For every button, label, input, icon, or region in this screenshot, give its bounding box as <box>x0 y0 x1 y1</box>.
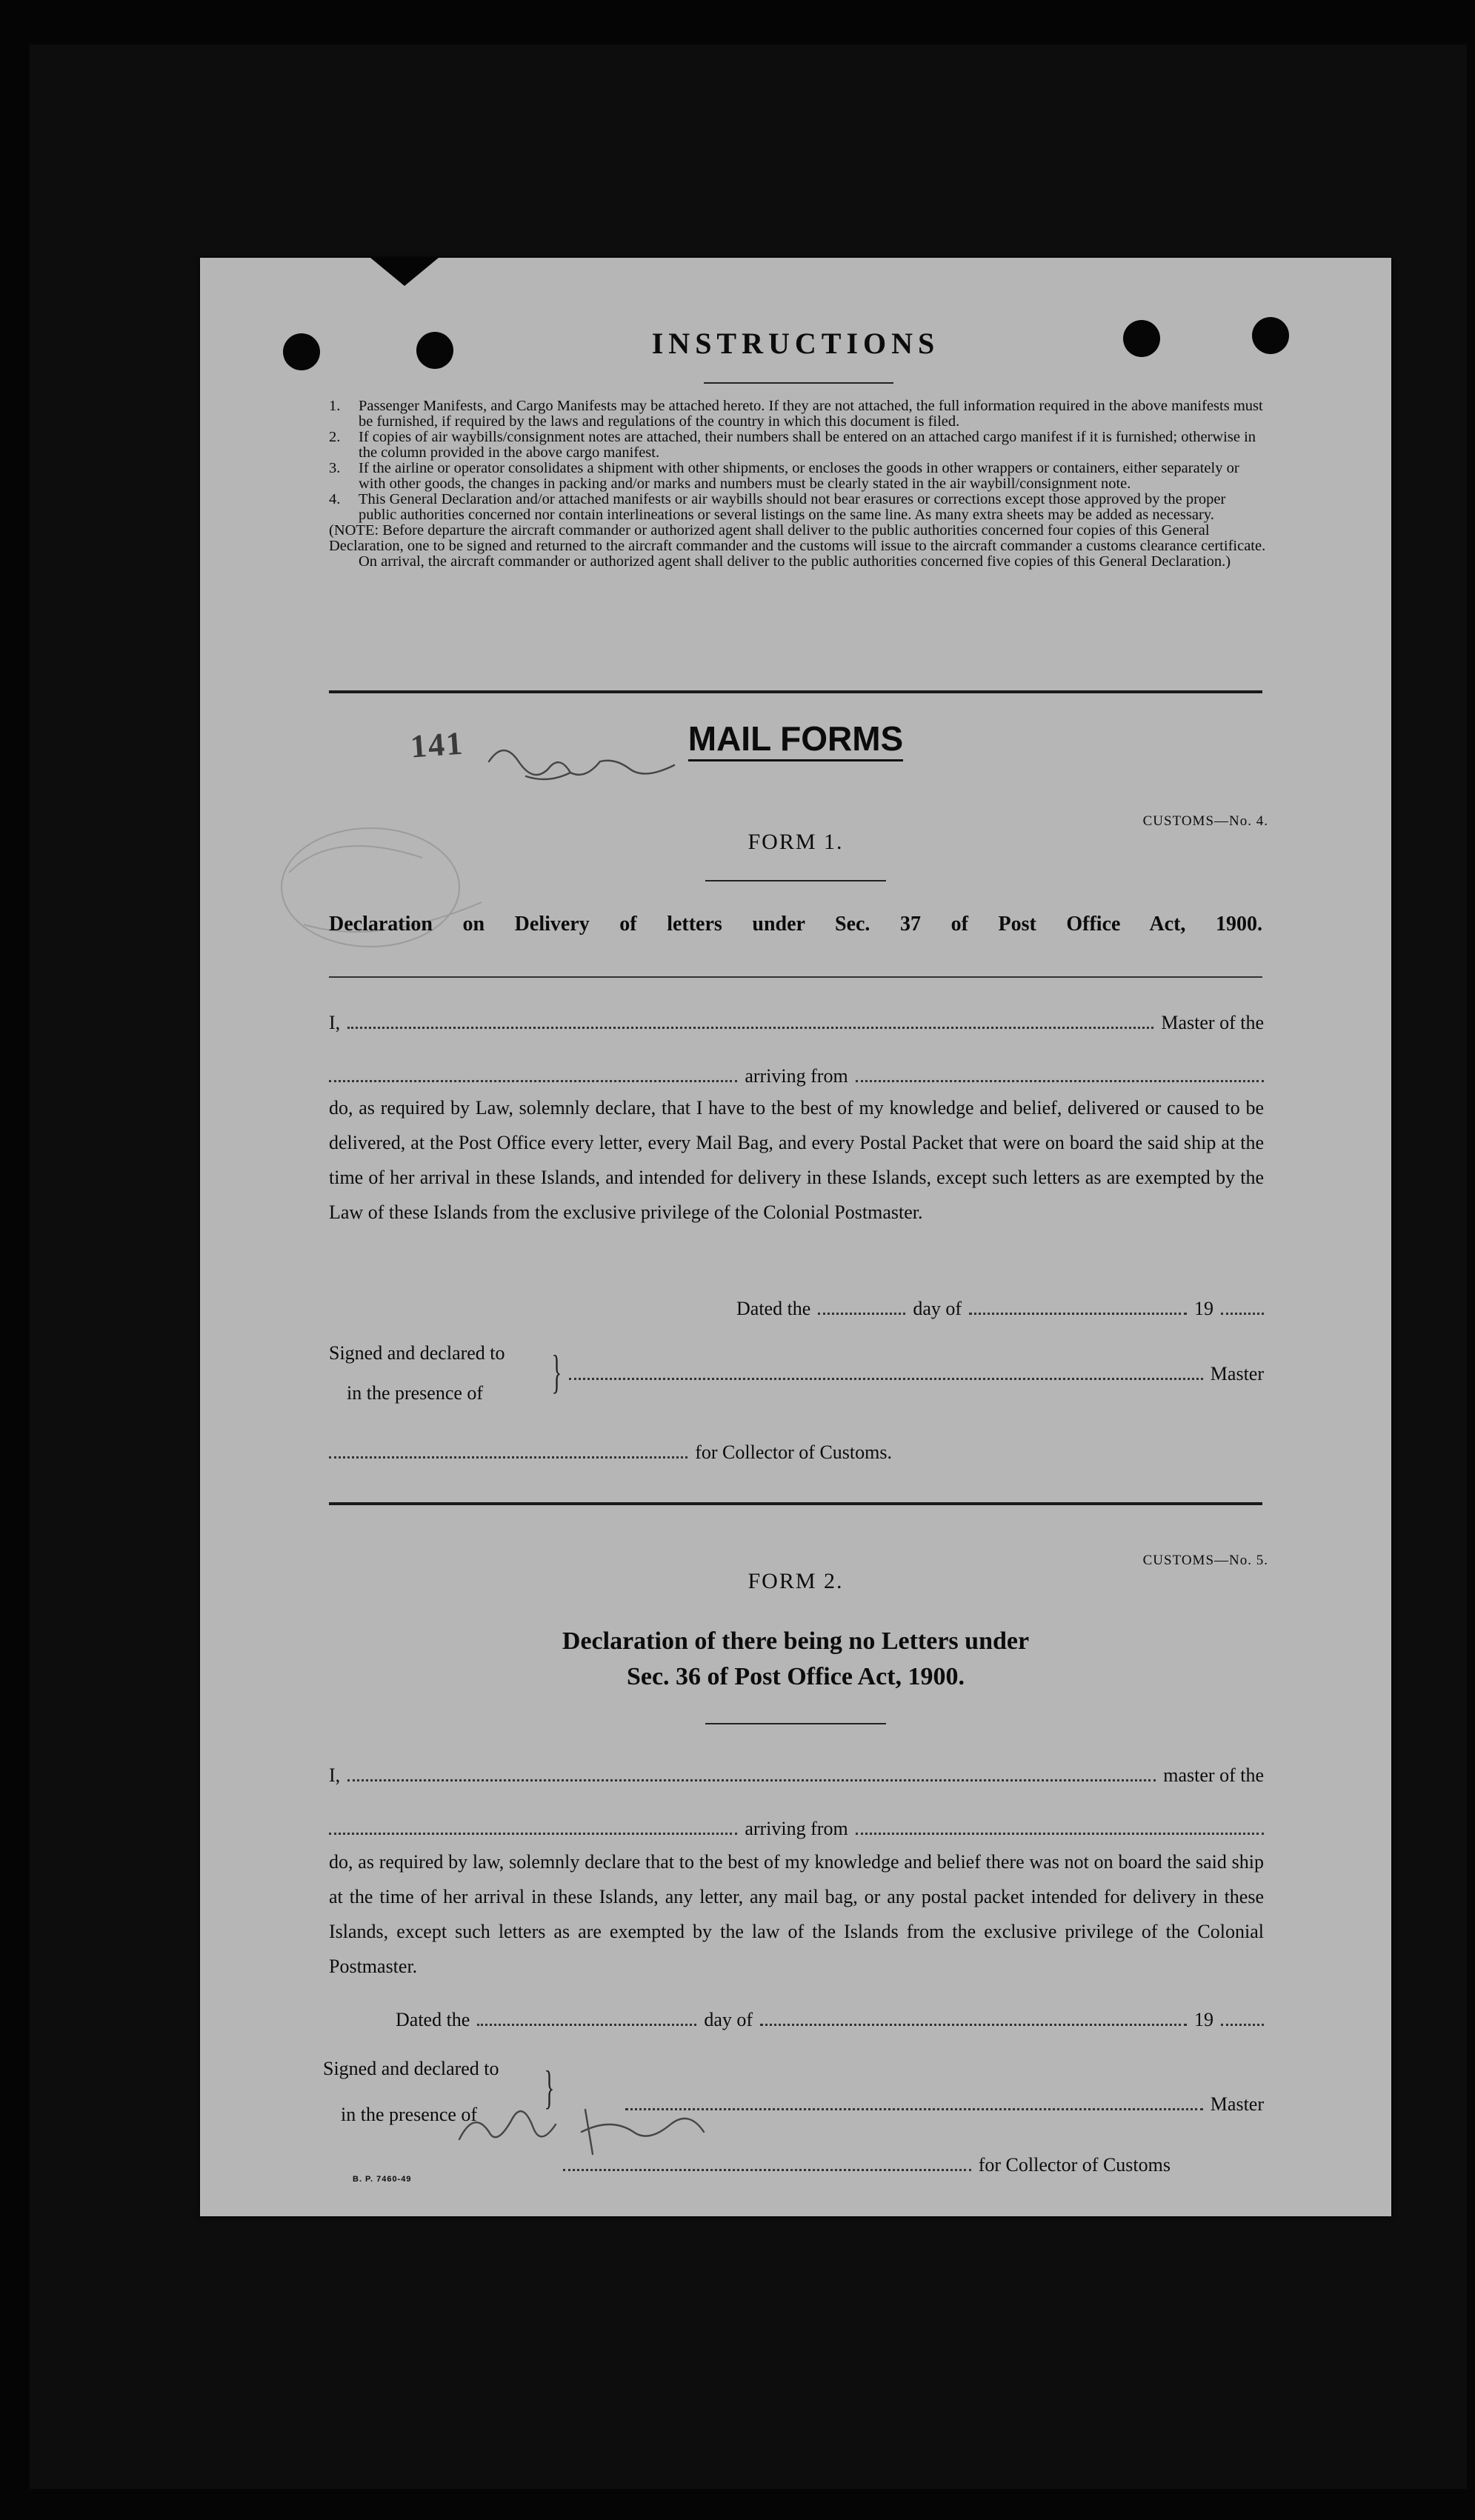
form2-ship-name-field[interactable] <box>329 1819 737 1835</box>
form2-master-label: Master <box>1210 2093 1264 2115</box>
form1-heading: Declaration on Delivery of letters under Sec. 37 of Post Office Act, 1900. <box>329 913 1262 936</box>
form2-date-month-field[interactable] <box>760 2010 1187 2026</box>
form2-date-day-field[interactable] <box>477 2010 696 2026</box>
form1-presence-label: in the presence of <box>347 1382 484 1404</box>
form2-declaration-body: do, as required by law, solemnly declare that to the best of my knowledge and belief there was not on board the said ship at the time of her arrival in these Islands, any letter, any mail bag, or any postal packet intended for delivery in these Islands, except such letters as are exempted by the law of the Islands from the exclusive privilege of the Colonial Postmaster. <box>329 1851 1264 1977</box>
form1-i-label: I, <box>329 1012 341 1033</box>
form2-master-name-field[interactable] <box>347 1766 1156 1781</box>
note-arrival: On arrival, the aircraft commander or authorized agent shall deliver to the public authorities concerned five copies of this General Declaration.) <box>359 553 1231 570</box>
torn-corner <box>370 258 439 286</box>
form1-heading-rule <box>329 976 1262 978</box>
form1-year-field[interactable] <box>1221 1299 1264 1315</box>
form2-dated-line <box>396 2009 1264 2034</box>
form2-heading-underline <box>705 1723 886 1724</box>
document-page <box>200 258 1391 2216</box>
form1-master-line <box>329 1012 1264 1037</box>
form2-collector-label: for Collector of Customs <box>978 2154 1171 2176</box>
form1-master-name-field[interactable] <box>347 1013 1153 1029</box>
form2-arriving-from-field[interactable] <box>856 1819 1264 1835</box>
print-code: B. P. 7460-49 <box>353 2175 412 2184</box>
form2-arriving-from-label: arriving from <box>745 1818 848 1839</box>
mail-forms-title: MAIL FORMS <box>200 719 1391 759</box>
handwritten-number: 141 <box>409 724 465 765</box>
form1-date-day-field[interactable] <box>818 1299 905 1315</box>
form1-day-of-label: day of <box>913 1298 962 1319</box>
note-departure: (NOTE: Before departure the aircraft commander or authorized agent shall deliver to the public authorities concerned four copies of this General Declaration, one to be signed and returned to the aircraft commander and the customs will issue to the aircraft commander a customs clearance certificate. <box>329 522 1266 554</box>
form2-day-of-label: day of <box>704 2009 753 2030</box>
form2-year-field[interactable] <box>1221 2010 1264 2026</box>
form2-heading-line1: Declaration of there being no Letters under <box>562 1627 1030 1655</box>
form2-i-label: I, <box>329 1764 341 1786</box>
instructions-underline <box>704 382 893 384</box>
form2-signed-label: Signed and declared to <box>323 2058 499 2079</box>
form1-title: FORM 1. <box>748 830 844 854</box>
form1-arriving-line <box>329 1065 1264 1090</box>
form2-heading <box>200 1624 1391 1695</box>
instruction-item: 2. If copies of air waybills/consignment notes are attached, their numbers shall be entered on an attached cargo manifest if it is furnished; otherwise in the column provided in the above cargo manifest. <box>329 429 1256 461</box>
instruction-item: 1. Passenger Manifests, and Cargo Manifests may be attached hereto. If they are not attached, the full information required in the above manifests must be furnished, if required by the laws and regulations of the country in which this document is filed. <box>329 398 1263 430</box>
form1-arriving-from-field[interactable] <box>856 1067 1264 1082</box>
form2-presence-label: in the presence of <box>341 2104 478 2125</box>
instruction-note <box>329 523 1267 570</box>
form1-signed-label: Signed and declared to <box>329 1342 505 1364</box>
form1-master-signature-field[interactable] <box>569 1364 1203 1380</box>
form2-heading-line2: Sec. 36 of Post Office Act, 1900. <box>626 1663 965 1690</box>
form1-collector-line <box>329 1441 892 1467</box>
forms-divider <box>329 1502 1262 1505</box>
form2-collector-line <box>563 2154 1171 2179</box>
form1-collector-label: for Collector of Customs. <box>695 1441 892 1463</box>
form2-dated-label: Dated the <box>396 2009 470 2030</box>
form1-master-of-label: Master of the <box>1161 1012 1264 1033</box>
form1-brace: } <box>551 1345 562 1398</box>
form1-declaration-body: do, as required by Law, solemnly declare, that I have to the best of my knowledge and belief, delivered or caused to be delivered, at the Post Office every letter, every Mail Bag, and every Postal Packet that were on board the said ship at the time of her arrival in these Islands, and intended for delivery in these Islands, except such letters as are exempted by the Law of these Islands from the exclusive privilege of the Colonial Postmaster. <box>329 1097 1264 1223</box>
form1-master-label: Master <box>1210 1363 1264 1384</box>
section-divider <box>329 690 1262 693</box>
form1-dated-label: Dated the <box>736 1298 811 1319</box>
form1-master-sign-line <box>569 1363 1264 1388</box>
form1-ship-name-field[interactable] <box>329 1067 737 1082</box>
form2-collector-signature-field[interactable] <box>563 2156 971 2171</box>
form1-title-underline <box>705 880 886 881</box>
instruction-item: 3. If the airline or operator consolidates a shipment with other shipments, or encloses the goods in other wrappers or containers, either separately or with other goods, the changes in packing and/or marks and numbers must be clearly stated in the air waybill/consignment note. <box>329 460 1239 492</box>
form1-arriving-from-label: arriving from <box>745 1065 848 1087</box>
instructions-list <box>329 399 1267 570</box>
form2-brace: } <box>544 2061 555 2113</box>
form2-arriving-line <box>329 1818 1264 1843</box>
form2-master-line <box>329 1764 1264 1790</box>
form2-title: FORM 2. <box>748 1569 844 1593</box>
form1-customs-number: CUSTOMS—No. 4. <box>1142 813 1268 829</box>
form2-master-of-label: master of the <box>1163 1764 1264 1786</box>
form2-customs-number: CUSTOMS—No. 5. <box>1142 1553 1268 1568</box>
form2-year-label: 19 <box>1194 2009 1213 2030</box>
instructions-title: INSTRUCTIONS <box>651 327 940 360</box>
form1-dated-line <box>736 1298 1264 1323</box>
form1-collector-signature-field[interactable] <box>329 1443 687 1459</box>
form1-year-label: 19 <box>1194 1298 1213 1319</box>
form1-date-month-field[interactable] <box>969 1299 1187 1315</box>
instruction-item: 4. This General Declaration and/or attached manifests or air waybills should not bear erasures or corrections except those approved by the proper public authorities concerned nor contain interlineations or several listings on the same line. As many extra sheets may be added as necessary. <box>329 491 1226 523</box>
